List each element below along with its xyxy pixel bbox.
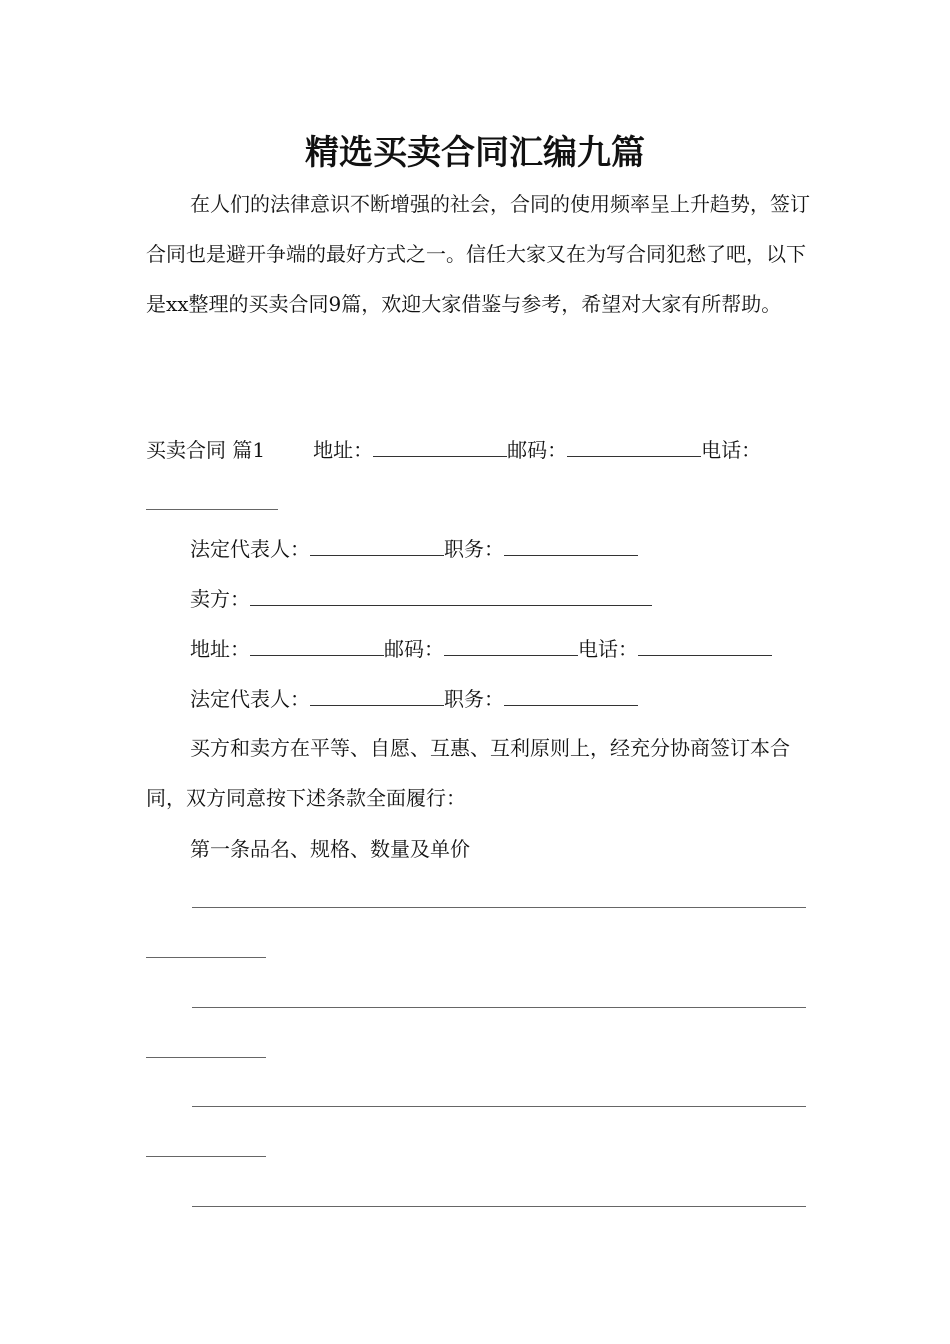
blank-line-1-continuation[interactable] bbox=[146, 957, 266, 958]
seller-legal-rep-blank[interactable] bbox=[310, 704, 444, 706]
clause1-heading: 第一条品名、规格、数量及单价 bbox=[190, 837, 470, 861]
seller-address-label: 地址： bbox=[190, 637, 250, 661]
seller-postcode-blank[interactable] bbox=[444, 654, 578, 656]
seller-legal-rep-label: 法定代表人： bbox=[190, 687, 310, 711]
buyer-phone-blank[interactable] bbox=[146, 509, 278, 510]
blank-line-1[interactable] bbox=[192, 907, 806, 908]
seller-legal-rep-line bbox=[190, 681, 638, 717]
seller-blank[interactable] bbox=[250, 604, 652, 606]
buyer-phone-label: 电话： bbox=[701, 438, 762, 462]
buyer-address-label: 地址： bbox=[313, 438, 374, 462]
agreement-paragraph: 买方和卖方在平等、自愿、互惠、互利原则上，经充分协商签订本合同，双方同意按下述条款全面履行： bbox=[146, 736, 790, 810]
section1-heading: 买卖合同 篇1 bbox=[146, 438, 266, 462]
buyer-legal-rep-blank[interactable] bbox=[310, 554, 444, 556]
section1-header-line bbox=[146, 432, 761, 468]
seller-address-line bbox=[190, 631, 772, 667]
blank-line-3[interactable] bbox=[192, 1106, 806, 1107]
buyer-legal-rep-line bbox=[190, 531, 638, 567]
document-title: 精选买卖合同汇编九篇 bbox=[305, 133, 645, 173]
seller-position-blank[interactable] bbox=[504, 704, 638, 706]
buyer-legal-rep-label: 法定代表人： bbox=[190, 537, 310, 561]
seller-label: 卖方： bbox=[190, 587, 250, 611]
blank-line-3-continuation[interactable] bbox=[146, 1156, 266, 1157]
buyer-position-label: 职务： bbox=[444, 537, 504, 561]
seller-line bbox=[190, 581, 652, 617]
intro-paragraph: 在人们的法律意识不断增强的社会，合同的使用频率呈上升趋势，签订合同也是避开争端的最好方式之一。信任大家又在为写合同犯愁了吧，以下是xx整理的买卖合同9篇，欢迎大家借鉴与参考，希望对大家有所帮助。 bbox=[146, 192, 810, 316]
blank-line-2[interactable] bbox=[192, 1007, 806, 1008]
blank-line-4[interactable] bbox=[192, 1206, 806, 1207]
seller-address-blank[interactable] bbox=[250, 654, 384, 656]
buyer-postcode-blank[interactable] bbox=[567, 455, 701, 457]
seller-position-label: 职务： bbox=[444, 687, 504, 711]
blank-line-2-continuation[interactable] bbox=[146, 1057, 266, 1058]
buyer-postcode-label: 邮码： bbox=[507, 438, 568, 462]
seller-phone-blank[interactable] bbox=[638, 654, 772, 656]
buyer-position-blank[interactable] bbox=[504, 554, 638, 556]
buyer-address-blank[interactable] bbox=[373, 455, 507, 457]
seller-postcode-label: 邮码： bbox=[384, 637, 444, 661]
seller-phone-label: 电话： bbox=[578, 637, 638, 661]
